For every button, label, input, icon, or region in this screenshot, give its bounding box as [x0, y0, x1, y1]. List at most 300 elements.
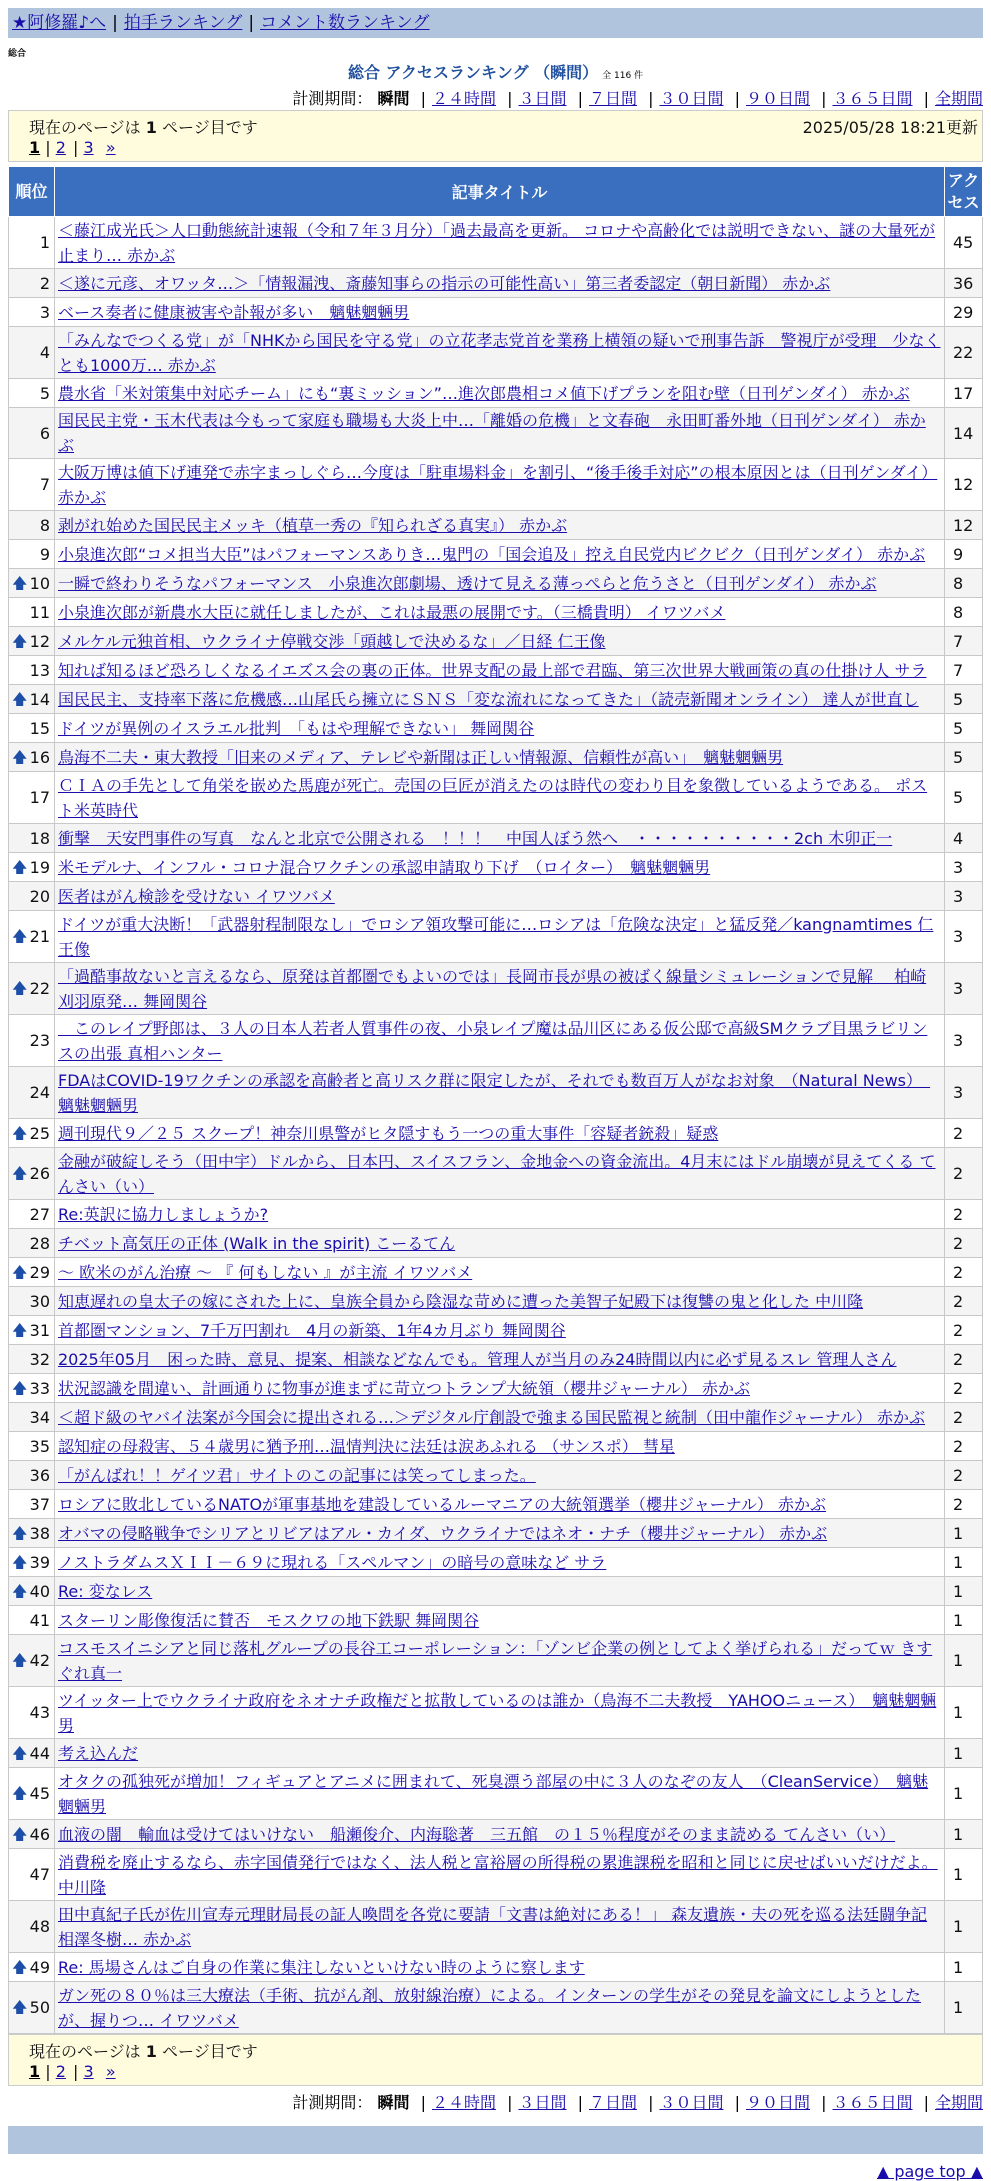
rank-cell — [9, 1739, 55, 1768]
article-link[interactable]: 考え込んだ — [58, 1743, 139, 1763]
page-top — [877, 2162, 983, 2181]
rank-number: 35 — [29, 1436, 50, 1456]
title-cell — [55, 459, 945, 511]
title-cell — [55, 911, 945, 963]
access-count: 2 — [945, 1316, 983, 1345]
rank-up-arrow-icon: 🡅 — [12, 747, 28, 766]
article-link[interactable]: ドイツが重大決断！「武器射程制限なし」でロシア領攻撃可能に…ロシアは「危険な決定」と猛反発／kangnamtimes 仁王像 — [58, 914, 934, 959]
rank-cell — [9, 327, 55, 379]
table-row — [9, 656, 983, 685]
page-2-link[interactable]: 2 — [55, 138, 66, 157]
article-link[interactable]: 農水省「米対策集中対応チーム」にも“裏ミッション”…進次郎農相コメ値下げプランを阻む壁（日刊ゲンダイ） 赤かぶ — [58, 383, 910, 403]
rank-number: 12 — [29, 631, 50, 651]
rank-up-arrow-icon: 🡅 — [12, 573, 28, 592]
rank-cell — [9, 772, 55, 824]
rank-number: 37 — [29, 1494, 50, 1514]
article-link[interactable]: ノストラダムスＸＩＩ－６９に現れる「スペルマン」の暗号の意味など サラ — [58, 1552, 607, 1572]
article-link[interactable]: 国民民主、支持率下落に危機感…山尾氏ら擁立にＳＮＳ「変な流れになってきた」（読売新聞オンライン） 達人が世直し — [58, 689, 919, 709]
article-link[interactable]: Re: 変なレス — [58, 1581, 153, 1601]
table-row — [9, 1229, 983, 1258]
rank-number: 17 — [29, 788, 50, 807]
article-link[interactable]: 血液の闇 輸血は受けてはいけない 船瀬俊介、内海聡著 三五館 の１５％程度がそのまま読める てんさい（い） — [58, 1824, 896, 1844]
table-row — [9, 1345, 983, 1374]
rank-number: 11 — [29, 602, 50, 622]
article-link[interactable]: 小泉進次郎が新農水大臣に就任しましたが、これは最悪の展開です。（三橋貴明） イワツバメ — [58, 602, 726, 622]
article-link[interactable]: 認知症の母殺害、５４歳男に猶予刑…温情判決に法廷は涙あふれる （サンスポ） 彗星 — [58, 1436, 675, 1456]
access-count: 29 — [945, 298, 983, 327]
title-cell — [55, 1577, 945, 1606]
article-link[interactable]: 首都圏マンション、7千万円割れ 4月の新築、1年4カ月ぶり 舞岡関谷 — [58, 1320, 566, 1340]
access-count: 1 — [945, 1768, 983, 1820]
table-row — [9, 685, 983, 714]
table-row — [9, 1258, 983, 1287]
page-info-pre: 現在のページは — [29, 2042, 141, 2061]
rank-cell — [9, 1287, 55, 1316]
rank-up-arrow-icon: 🡅 — [12, 1164, 28, 1182]
rank-cell — [9, 1067, 55, 1119]
rank-cell — [9, 459, 55, 511]
rank-number: 28 — [29, 1233, 50, 1253]
table-row — [9, 1287, 983, 1316]
article-link[interactable]: 状況認識を間違い、計画通りに物事が進まずに苛立つトランプ大統領（櫻井ジャーナル） 赤かぶ — [58, 1378, 750, 1398]
rank-cell — [9, 1316, 55, 1345]
access-count: 5 — [945, 685, 983, 714]
rank-number: 23 — [29, 1031, 50, 1050]
access-count: 14 — [945, 408, 983, 459]
rank-number: 7 — [39, 475, 50, 494]
access-count: 12 — [945, 459, 983, 511]
access-count: 5 — [945, 743, 983, 772]
table-row — [9, 1374, 983, 1403]
article-link[interactable]: 知れば知るほど恐ろしくなるイエズス会の裏の正体。世界支配の最上部で君臨、第三次世界大戦画策の真の仕掛け人 サラ — [58, 660, 927, 680]
table-row — [9, 298, 983, 327]
rank-up-arrow-icon: 🡅 — [12, 1123, 28, 1142]
rank-cell — [9, 540, 55, 569]
table-row — [9, 408, 983, 459]
rank-cell — [9, 1519, 55, 1548]
rank-number: 33 — [29, 1378, 50, 1398]
table-row — [9, 1901, 983, 1953]
comment-ranking-link[interactable]: コメント数ランキング — [260, 13, 430, 33]
title-cell — [55, 1316, 945, 1345]
table-row — [9, 511, 983, 540]
article-link[interactable]: 週刊現代９／２５ スクープ！神奈川県警がヒタ隠すもう一つの重大事件「容疑者銃殺」疑惑 — [58, 1123, 719, 1143]
period-30d[interactable]: ３０日間 — [659, 89, 724, 108]
article-link[interactable]: 「がんばれ！！ゲイツ君」サイトのこの記事には笑ってしまった。 — [58, 1465, 536, 1485]
rank-cell — [9, 714, 55, 743]
page-3-link[interactable]: 3 — [83, 138, 94, 157]
page-2-link[interactable]: 2 — [55, 2062, 66, 2081]
title-cell — [55, 743, 945, 772]
title-cell — [55, 714, 945, 743]
page-title — [0, 60, 991, 83]
access-count: 22 — [945, 327, 983, 379]
rank-cell — [9, 1461, 55, 1490]
article-link[interactable]: 小泉進次郎“コメ担当大臣”はパフォーマンスありき…鬼門の「国会追及」控え自民党内ビクビク（日刊ゲンダイ） 赤かぶ — [58, 544, 926, 564]
article-link[interactable]: オバマの侵略戦争でシリアとリビアはアル・カイダ、ウクライナではネオ・ナチ（櫻井ジャーナル） 赤かぶ — [58, 1523, 828, 1543]
title-cell — [55, 1432, 945, 1461]
rank-up-arrow-icon: 🡅 — [12, 1651, 28, 1669]
article-link[interactable]: ロシアに敗北しているNATOが軍事基地を建設しているルーマニアの大統領選挙（櫻井ジャーナル） 赤かぶ — [58, 1494, 827, 1514]
table-row — [9, 1687, 983, 1739]
rank-number: 40 — [29, 1581, 50, 1601]
table-row — [9, 217, 983, 269]
rank-cell — [9, 1119, 55, 1148]
rank-number: 48 — [29, 1917, 50, 1936]
access-count: 2 — [945, 1258, 983, 1287]
table-row — [9, 269, 983, 298]
table-row — [9, 1316, 983, 1345]
nav-separator: | — [112, 13, 118, 33]
table-row — [9, 1548, 983, 1577]
rank-cell — [9, 656, 55, 685]
rank-number: 25 — [29, 1123, 50, 1143]
rank-cell — [9, 1403, 55, 1432]
table-row — [9, 1820, 983, 1849]
rank-up-arrow-icon: 🡅 — [12, 1378, 28, 1397]
title-cell — [55, 1982, 945, 2034]
access-count: 2 — [945, 1229, 983, 1258]
page-1-current: 1 — [29, 2062, 41, 2081]
title-cell — [55, 1849, 945, 1901]
period-selector-top: 計測期間： 瞬間 | ２４時間 | ３日間 | ７日間 | ３０日間 | ９０日間 | ３６５日間 | 全期間 — [292, 89, 983, 108]
access-count: 1 — [945, 1606, 983, 1635]
rank-cell — [9, 743, 55, 772]
table-row — [9, 1606, 983, 1635]
rank-number: 1 — [39, 233, 50, 252]
table-row — [9, 598, 983, 627]
header-access: アクセス — [945, 167, 983, 217]
pagination-bottom: 1 | 2 | 3 » — [29, 2062, 116, 2081]
access-count: 3 — [945, 853, 983, 882]
table-row — [9, 772, 983, 824]
page-info-post: ページ目です — [162, 118, 258, 137]
title-cell — [55, 627, 945, 656]
article-link[interactable]: 剥がれ始めた国民民主メッキ（植草一秀の『知られざる真実』） 赤かぶ — [58, 515, 568, 535]
table-row — [9, 1577, 983, 1606]
table-row — [9, 1200, 983, 1229]
table-row — [9, 1739, 983, 1768]
title-cell — [55, 656, 945, 685]
rank-cell — [9, 1548, 55, 1577]
access-count: 1 — [945, 1820, 983, 1849]
page-info-number: 1 — [145, 2042, 157, 2061]
rank-cell — [9, 1345, 55, 1374]
rank-cell — [9, 1015, 55, 1067]
ranking-title: 総合 アクセスランキング （瞬間） — [347, 63, 599, 82]
page-top-link[interactable]: ▲ page top ▲ — [876, 2162, 983, 2181]
rank-number: 15 — [29, 718, 50, 738]
page-3-link[interactable]: 3 — [83, 2062, 94, 2081]
period-current: 瞬間 — [377, 2093, 410, 2112]
access-count: 4 — [945, 824, 983, 853]
page-info-post: ページ目です — [162, 2042, 258, 2061]
rank-number: 50 — [29, 1998, 50, 2017]
table-row — [9, 1067, 983, 1119]
access-count: 2 — [945, 1148, 983, 1200]
article-link[interactable]: 「過酷事故ないと言えるなら、原発は首都圏でもよいのでは」長岡市長が県の被ばく線量シミュレーションで見解 柏崎刈羽原発… 舞岡関谷 — [58, 966, 927, 1011]
article-link[interactable]: ベース奏者に健康被害や訃報が多い 魑魅魍魎男 — [58, 302, 410, 322]
access-count: 2 — [945, 1287, 983, 1316]
updated-time: 2025/05/28 18:21更新 — [802, 118, 978, 137]
article-link[interactable]: ～ 欧米のがん治療 ～ 『 何もしない 』が主流 イワツバメ — [58, 1262, 473, 1282]
rank-number: 39 — [29, 1552, 50, 1572]
rank-cell — [9, 511, 55, 540]
access-count: 7 — [945, 627, 983, 656]
table-row — [9, 714, 983, 743]
article-link[interactable]: ガン死の８０％は三大療法（手術、抗がん剤、放射線治療）による。インターンの学生がその発見を論文にしようとしたが、握りつ… イワツバメ — [58, 1985, 922, 2030]
article-link[interactable]: Re:英訳に協力しましょうか? — [58, 1204, 269, 1224]
title-cell — [55, 1461, 945, 1490]
nav-separator: | — [248, 13, 255, 33]
rank-up-arrow-icon: 🡅 — [12, 1743, 28, 1762]
access-count: 2 — [945, 1119, 983, 1148]
rank-number: 16 — [29, 747, 50, 767]
rank-number: 49 — [29, 1957, 50, 1977]
table-row — [9, 1015, 983, 1067]
page-info-top — [8, 110, 983, 162]
access-count: 1 — [945, 1519, 983, 1548]
title-cell — [55, 1548, 945, 1577]
title-cell — [55, 1374, 945, 1403]
rank-number: 13 — [29, 660, 50, 680]
footer-bar — [8, 2126, 983, 2154]
title-cell — [55, 1901, 945, 1953]
home-link[interactable]: ★阿修羅♪へ — [12, 13, 107, 33]
rank-cell — [9, 963, 55, 1015]
article-link[interactable]: メルケル元独首相、ウクライナ停戦交渉「頭越しで決めるな」／日経 仁王像 — [58, 631, 606, 651]
rank-cell — [9, 379, 55, 408]
article-link[interactable]: Re: 馬場さんはご自身の作業に集注しないといけない時のように察します — [58, 1957, 585, 1977]
title-cell — [55, 685, 945, 714]
rank-cell — [9, 1820, 55, 1849]
rank-cell — [9, 569, 55, 598]
rank-cell — [9, 1229, 55, 1258]
period-label: 計測期間： — [292, 89, 373, 108]
table-row — [9, 1953, 983, 1982]
header-rank: 順位 — [9, 167, 55, 217]
period-3d[interactable]: ３日間 — [518, 89, 567, 108]
period-current: 瞬間 — [377, 89, 410, 108]
title-cell — [55, 1768, 945, 1820]
rank-number: 3 — [39, 302, 50, 322]
rank-number: 42 — [29, 1651, 50, 1670]
rank-number: 10 — [29, 573, 50, 593]
table-row — [9, 1403, 983, 1432]
period-3d[interactable]: ３日間 — [518, 2093, 567, 2112]
title-cell — [55, 327, 945, 379]
article-link[interactable]: このレイプ野郎は、３人の日本人若者人質事件の夜、小泉レイプ魔は品川区にある仮公邸で高級SMクラブ目黒ラビリンスの出張 真相ハンター — [58, 1018, 928, 1063]
rank-number: 43 — [29, 1703, 50, 1722]
period-30d[interactable]: ３０日間 — [659, 2093, 724, 2112]
access-count: 1 — [945, 1577, 983, 1606]
access-count: 2 — [945, 1345, 983, 1374]
table-row — [9, 379, 983, 408]
rank-number: 20 — [29, 886, 50, 906]
rank-number: 6 — [39, 423, 50, 443]
rank-up-arrow-icon: 🡅 — [12, 1552, 28, 1571]
rank-number: 31 — [29, 1320, 50, 1340]
title-cell — [55, 1148, 945, 1200]
table-row — [9, 1461, 983, 1490]
article-link[interactable]: FDAはCOVID-19ワクチンの承認を高齢者と高リスク群に限定したが、それでも数百万人がなお対象 （Natural News） 魑魅魍魎男 — [58, 1070, 931, 1115]
rank-up-arrow-icon: 🡅 — [12, 857, 28, 876]
period-all[interactable]: 全期間 — [934, 2093, 983, 2112]
top-nav-bar — [8, 8, 983, 38]
table-row — [9, 743, 983, 772]
article-link[interactable]: ツイッター上でウクライナ政府をネオナチ政権だと拡散しているのは誰か（鳥海不二夫教授 YAHOOニュース） 魑魅魍魎男 — [58, 1690, 937, 1735]
article-link[interactable]: コスモスイニシアと同じ落札グループの長谷工コーポレーション：「ゾンビ企業の例としてよく挙げられる」だってｗ きすぐれ真一 — [58, 1638, 933, 1683]
table-row — [9, 963, 983, 1015]
title-cell — [55, 379, 945, 408]
title-cell — [55, 540, 945, 569]
table-row — [9, 540, 983, 569]
rank-cell — [9, 1200, 55, 1229]
article-link[interactable]: チベット高気圧の正体 (Walk in the spirit) こーるてん — [58, 1233, 456, 1253]
next-page-link[interactable]: » — [105, 2062, 116, 2081]
page-info-bottom — [8, 2034, 983, 2086]
clap-ranking-link[interactable]: 拍手ランキング — [123, 13, 243, 33]
rank-cell — [9, 1258, 55, 1287]
access-count: 12 — [945, 511, 983, 540]
access-count: 9 — [945, 540, 983, 569]
header-title: 記事タイトル — [55, 167, 945, 217]
title-cell — [55, 853, 945, 882]
table-row — [9, 1119, 983, 1148]
title-cell — [55, 1687, 945, 1739]
table-row — [9, 1982, 983, 2034]
rank-cell — [9, 598, 55, 627]
rank-cell — [9, 685, 55, 714]
access-count: 2 — [945, 1461, 983, 1490]
period-7d[interactable]: ７日間 — [588, 89, 637, 108]
title-cell — [55, 824, 945, 853]
access-count: 1 — [945, 1953, 983, 1982]
rank-up-arrow-icon: 🡅 — [12, 1262, 28, 1281]
article-link[interactable]: 医者はがん検診を受けない イワツバメ — [58, 886, 335, 906]
title-cell — [55, 298, 945, 327]
title-cell — [55, 1015, 945, 1067]
rank-number: 46 — [29, 1824, 50, 1844]
rank-up-arrow-icon: 🡅 — [12, 689, 28, 708]
rank-cell — [9, 269, 55, 298]
table-row — [9, 459, 983, 511]
period-365d[interactable]: ３６５日間 — [832, 2093, 913, 2112]
table-row — [9, 911, 983, 963]
access-count: 3 — [945, 882, 983, 911]
rank-number: 29 — [29, 1262, 50, 1282]
access-count: 5 — [945, 714, 983, 743]
article-link[interactable]: スターリン彫像復活に賛否 モスクワの地下鉄駅 舞岡関谷 — [58, 1610, 480, 1630]
article-link[interactable]: 衝撃 天安門事件の写真 なんと北京で公開される ！！！ 中国人ぼう然へ ・・・・・・・・・・2ch 木卯正一 — [58, 828, 893, 848]
article-link[interactable]: 金融が破綻しそう（田中宇）ドルから、日本円、スイスフラン、金地金への資金流出。4月末にはドル崩壊が見えてくる てんさい（い） — [58, 1151, 936, 1196]
article-link[interactable]: ドイツが異例のイスラエル批判 「もはや理解できない」 舞岡関谷 — [58, 718, 535, 738]
rank-number: 32 — [29, 1349, 50, 1369]
rank-up-arrow-icon: 🡅 — [12, 1957, 28, 1976]
title-cell — [55, 1287, 945, 1316]
rank-cell — [9, 217, 55, 269]
period-365d[interactable]: ３６５日間 — [832, 89, 913, 108]
rank-cell — [9, 1577, 55, 1606]
article-link[interactable]: 大阪万博は値下げ連発で赤字まっしぐら…今度は「駐車場料金」を割引、“後手後手対応”の根本原因とは（日刊ゲンダイ） 赤かぶ — [58, 462, 938, 507]
article-link[interactable]: ＜遂に元彦、オワッタ…＞「情報漏洩、斎藤知事らの指示の可能性高い」第三者委認定（朝日新聞） 赤かぶ — [58, 273, 831, 293]
rank-up-arrow-icon: 🡅 — [12, 1581, 28, 1600]
article-link[interactable]: 鳥海不二夫・東大教授「旧来のメディア、テレビや新聞は正しい情報源、信頼性が高い」 魑魅魍魎男 — [58, 747, 784, 767]
access-count: 1 — [945, 1849, 983, 1901]
table-row — [9, 1490, 983, 1519]
article-link[interactable]: 2025年05月 困った時、意見、提案、相談などなんでも。管理人が当月のみ24時間以内に必ず見るスレ 管理人さん — [58, 1349, 897, 1369]
rank-up-arrow-icon: 🡅 — [12, 1998, 28, 2016]
article-link[interactable]: 知恵遅れの皇太子の嫁にされた上に、皇族全員から陰湿な苛めに遭った美智子妃殿下は復讐の鬼と化した 中川隆 — [58, 1291, 864, 1311]
rank-number: 38 — [29, 1523, 50, 1543]
rank-up-arrow-icon: 🡅 — [12, 927, 28, 945]
rank-cell — [9, 853, 55, 882]
period-7d[interactable]: ７日間 — [588, 2093, 637, 2112]
rank-cell — [9, 1374, 55, 1403]
article-link[interactable]: 米モデルナ、インフル・コロナ混合ワクチンの承認申請取り下げ （ロイター） 魑魅魍魎男 — [58, 857, 711, 877]
article-link[interactable]: 一瞬で終わりそうなパフォーマンス 小泉進次郎劇場、透けて見える薄っぺらと危うさと（日刊ゲンダイ） 赤かぶ — [58, 573, 877, 593]
title-cell — [55, 882, 945, 911]
article-link[interactable]: ＜藤江成光氏＞人口動態統計速報（令和７年３月分）「過去最高を更新。 コロナや高齢化では説明できない、謎の大量死が止まり… 赤かぶ — [58, 220, 936, 265]
period-24h[interactable]: ２４時間 — [431, 2093, 496, 2112]
rank-cell — [9, 1953, 55, 1982]
next-page-link[interactable]: » — [105, 138, 116, 157]
access-count: 1 — [945, 1548, 983, 1577]
article-link[interactable]: 田中真紀子氏が佐川宣寿元理財局長の証人喚問を各党に要請「文書は絶対にある！」 森友遺族・夫の死を巡る法廷闘争記 相澤冬樹… 赤かぶ — [58, 1904, 928, 1949]
access-count: 3 — [945, 963, 983, 1015]
article-link[interactable]: 「みんなでつくる党」が「NHKから国民を守る党」の立花孝志党首を業務上横領の疑いで刑事告訴 警視庁が受理 少なくとも1000万… 赤かぶ — [58, 330, 941, 375]
rank-up-arrow-icon: 🡅 — [12, 1523, 28, 1542]
rank-up-arrow-icon: 🡅 — [12, 631, 28, 650]
rank-number: 9 — [39, 544, 50, 564]
access-count: 3 — [945, 911, 983, 963]
rank-number: 19 — [29, 857, 50, 877]
article-link[interactable]: ＜超ド級のヤバイ法案が今国会に提出される…＞デジタル庁創設で強まる国民監視と統制（田中龍作ジャーナル） 赤かぶ — [58, 1407, 926, 1427]
rank-cell — [9, 1490, 55, 1519]
article-link[interactable]: 国民民主党・玉木代表は今もって家庭も職場も大炎上中…「離婚の危機」と文春砲 永田町番外地（日刊ゲンダイ） 赤かぶ — [58, 411, 926, 455]
rank-cell — [9, 1606, 55, 1635]
rank-cell — [9, 408, 55, 459]
table-row — [9, 1148, 983, 1200]
article-link[interactable]: 消費税を廃止するなら、赤字国債発行ではなく、法人税と富裕層の所得税の累進課税を昭和と同じに戻せばいいだけだよ。 中川隆 — [58, 1852, 938, 1897]
access-count: 5 — [945, 772, 983, 824]
period-24h[interactable]: ２４時間 — [431, 89, 496, 108]
title-cell — [55, 1229, 945, 1258]
rank-cell — [9, 911, 55, 963]
rank-number: 2 — [39, 273, 50, 293]
article-link[interactable]: オタクの孤独死が増加！フィギュアとアニメに囲まれて、死臭漂う部屋の中に３人のなぞの友人 （CleanService） 魑魅魍魎男 — [58, 1771, 929, 1816]
period-90d[interactable]: ９０日間 — [745, 2093, 810, 2112]
title-cell — [55, 217, 945, 269]
rank-number: 34 — [29, 1407, 50, 1427]
title-cell — [55, 1519, 945, 1548]
total-count: 全 116 件 — [602, 71, 644, 81]
access-count: 7 — [945, 656, 983, 685]
rank-up-arrow-icon: 🡅 — [12, 1320, 28, 1339]
page-1-current: 1 — [29, 138, 41, 157]
title-cell — [55, 1820, 945, 1849]
rank-number: 26 — [29, 1164, 50, 1183]
rank-cell — [9, 1432, 55, 1461]
access-count: 36 — [945, 269, 983, 298]
period-90d[interactable]: ９０日間 — [745, 89, 810, 108]
article-link[interactable]: ＣＩＡの手先として角栄を嵌めた馬鹿が死亡。売国の巨匠が消えたのは時代の変わり目を象徴しているようである。 ポスト米英時代 — [58, 775, 928, 820]
period-all[interactable]: 全期間 — [934, 89, 983, 108]
table-row — [9, 882, 983, 911]
page-info-number: 1 — [145, 118, 157, 137]
title-cell — [55, 408, 945, 459]
access-count: 1 — [945, 1982, 983, 2034]
